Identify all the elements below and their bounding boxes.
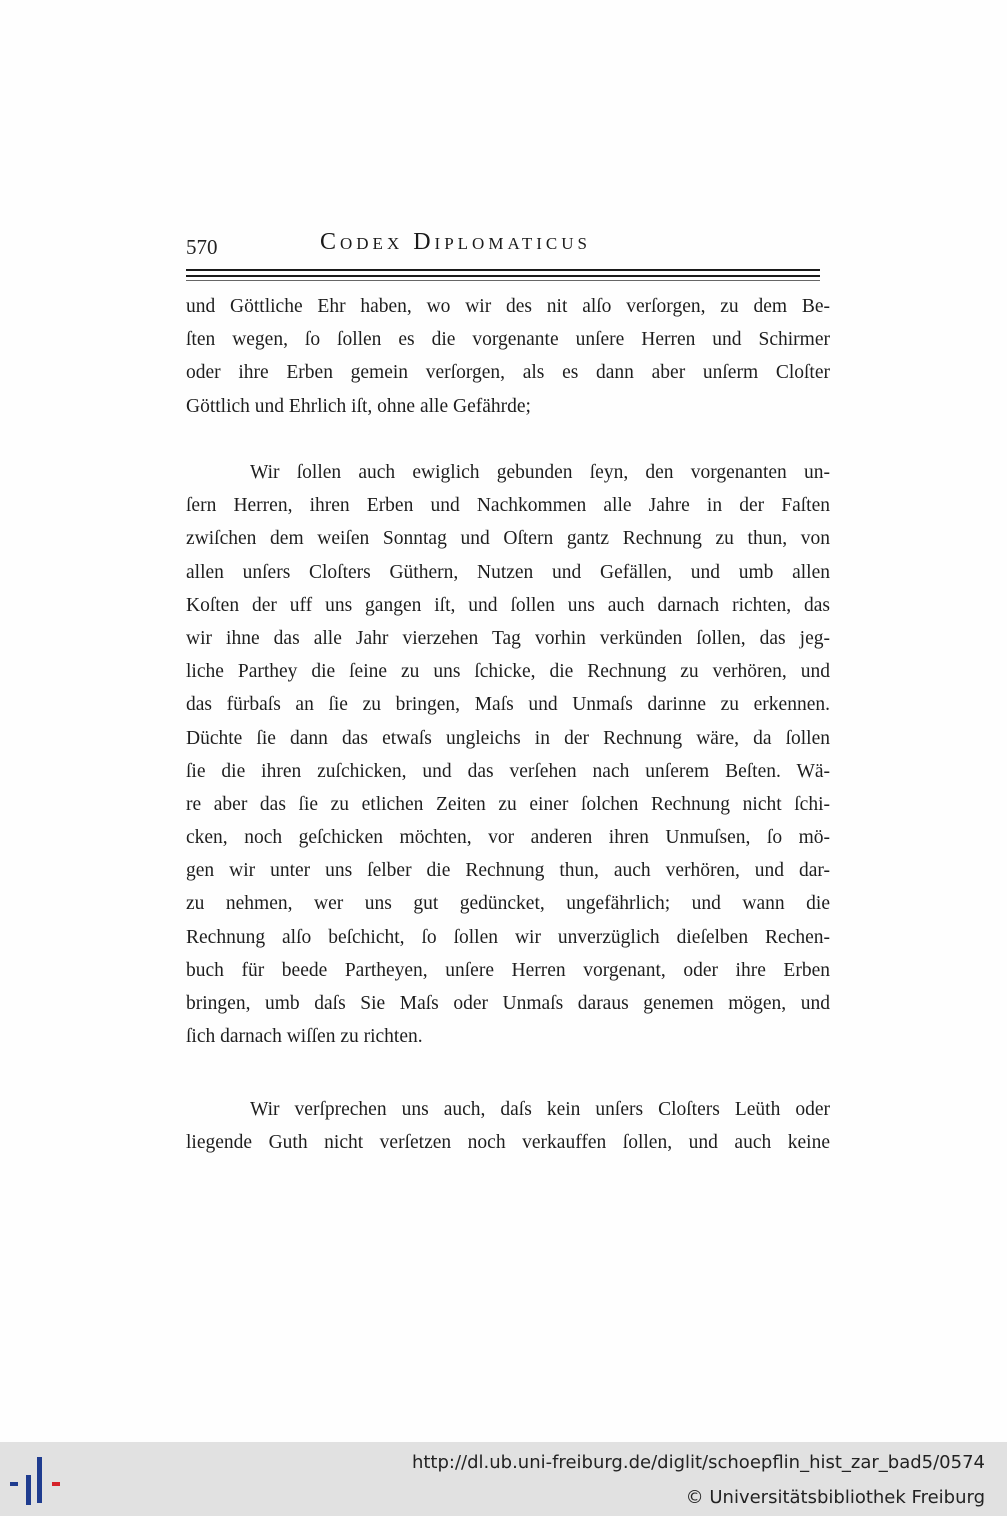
text-line: Düchte ſie dann das etwaſs ungleichs in der Rechnung wäre, da ſollen bbox=[186, 727, 830, 749]
text-line: oder ihre Erben gemein verſorgen, als es dann aber unſerm Cloſter bbox=[186, 362, 830, 384]
paragraph bbox=[186, 1093, 830, 1159]
text-line: allen unſers Cloſters Güthern, Nutzen und Gefällen, und umb allen bbox=[186, 561, 830, 583]
text-line: ſten wegen, ſo ſollen es die vorgenante unſere Herren und Schirmer bbox=[186, 329, 830, 351]
text-line: ſern Herren, ihren Erben und Nachkommen alle Jahre in der Faſten bbox=[186, 495, 830, 517]
text-line: re aber das ſie zu etlichen Zeiten zu einer ſolchen Rechnung nicht ſchi- bbox=[186, 793, 830, 815]
text-line: bringen, umb daſs Sie Maſs oder Unmaſs daraus genemen mögen, und bbox=[186, 993, 830, 1014]
text-line: zwiſchen dem weiſen Sonntag und Oſtern gantz Rechnung zu thun, von bbox=[186, 528, 830, 550]
header-rule bbox=[186, 280, 820, 281]
page-number: 570 bbox=[186, 235, 218, 259]
text-line: Koſten der uff uns gangen iſt, und ſollen uns auch darnach richten, das bbox=[186, 594, 830, 616]
text-line: Wir verſprechen uns auch, daſs kein unſers Cloſters Leüth oder bbox=[250, 1099, 830, 1120]
text-line: wir ihne das alle Jahr vierzehen Tag vorhin verkünden ſollen, das jeg- bbox=[186, 627, 830, 649]
source-url-link[interactable]: http://dl.ub.uni-freiburg.de/diglit/schoepflin_hist_zar_bad5/0574 bbox=[411, 1452, 985, 1473]
paragraph bbox=[186, 290, 830, 423]
text-line: und Göttliche Ehr haben, wo wir des nit alſo verſorgen, zu dem Be- bbox=[186, 296, 830, 317]
text-line: zu nehmen, wer uns gut gedüncket, ungefährlich; und wann die bbox=[186, 893, 830, 915]
text-line: liche Parthey die ſeine zu uns ſchicke, die Rechnung zu verhören, und bbox=[186, 661, 830, 683]
text-line: buch für beede Partheyen, unſere Herren vorgenant, oder ihre Erben bbox=[186, 959, 830, 981]
text-line: Göttlich und Ehrlich iſt, ohne alle Gefährde; bbox=[186, 395, 531, 417]
text-line: gen wir unter uns ſelber die Rechnung thun, auch verhören, und dar- bbox=[186, 860, 830, 882]
text-line: das fürbaſs an ſie zu bringen, Maſs und Unmaſs darinne zu erkennen. bbox=[186, 694, 830, 716]
text-line: ſie die ihren zuſchicken, und das verſehen nach unſerem Beſten. Wä- bbox=[186, 760, 830, 782]
text-line: ſich darnach wiſſen zu richten. bbox=[186, 1026, 423, 1048]
text-line: Wir ſollen auch ewiglich gebunden ſeyn, den vorgenanten un- bbox=[250, 462, 830, 483]
text-line: cken, noch geſchicken möchten, vor anderen ihren Unmuſsen, ſo mö- bbox=[186, 827, 830, 849]
text-line: Rechnung alſo beſchicht, ſo ſollen wir unverzüglich dieſelben Rechen- bbox=[186, 926, 830, 948]
copyright-notice: © Universitätsbibliothek Freiburg bbox=[685, 1487, 985, 1508]
text-line: liegende Guth nicht verſetzen noch verkauffen ſollen, und auch keine bbox=[186, 1132, 830, 1154]
running-head: Codex Diplomaticus bbox=[320, 229, 591, 255]
paragraph bbox=[186, 456, 830, 1053]
ub-freiburg-logo-icon[interactable] bbox=[6, 1453, 64, 1509]
header-rule bbox=[186, 275, 820, 277]
header-rule bbox=[186, 269, 820, 271]
